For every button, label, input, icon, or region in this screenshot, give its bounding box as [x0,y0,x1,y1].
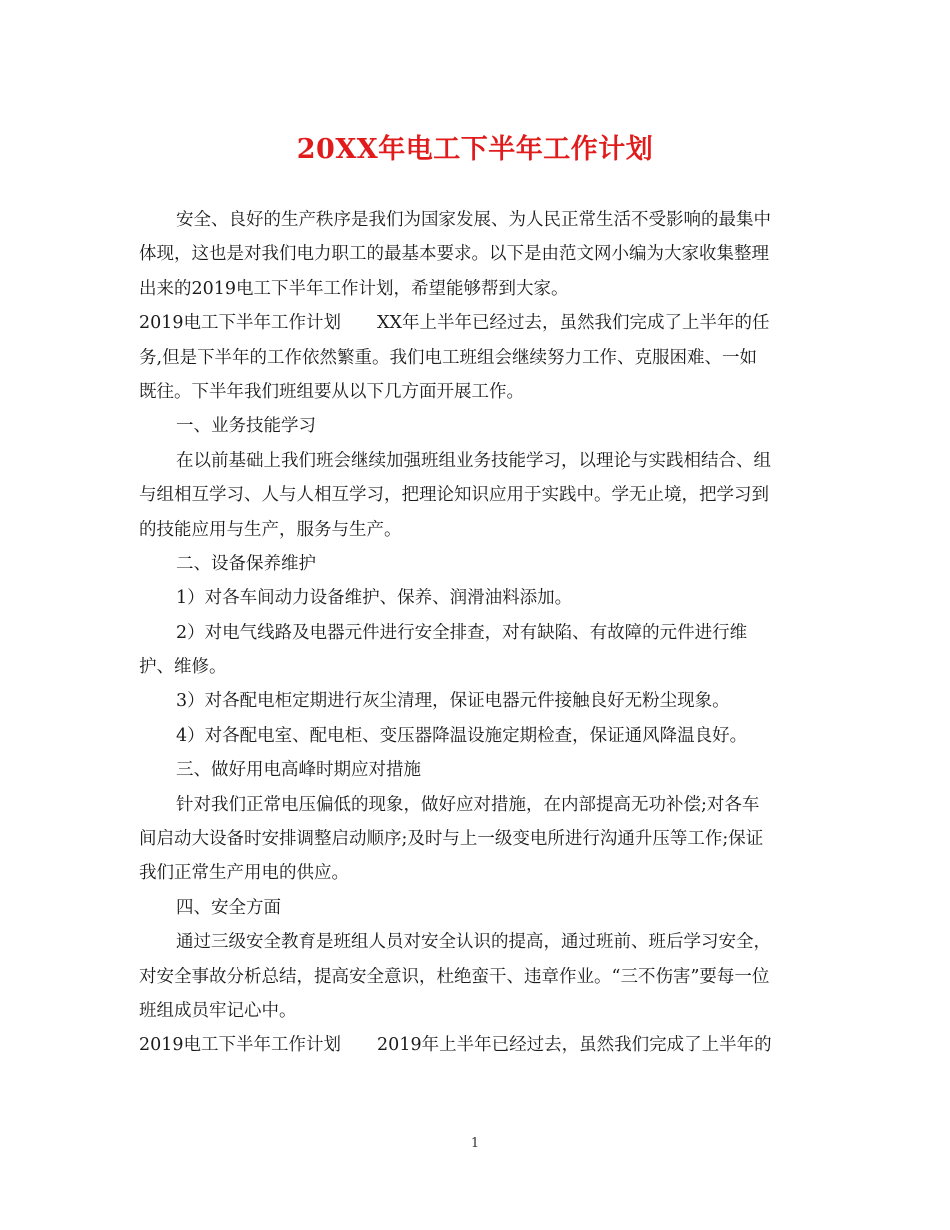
page-number: 1 [470,1136,480,1151]
document-body [139,203,819,1063]
paragraph-line: 护、维修。 [139,657,227,678]
section-label: 2019电工下半年工作计划 [139,1035,342,1056]
paragraph-text: XX年上半年已经过去，虽然我们完成了上半年的任 [377,313,770,334]
document-title: 20XX年电工下半年工作计划 [296,134,654,165]
paragraph-line: 体现，这也是对我们电力职工的最基本要求。以下是由范文网小编为大家收集整理 [139,244,769,265]
paragraph-line: 针对我们正常电压偏低的现象，做好应对措施，在内部提高无功补偿;对各车 [176,794,760,815]
paragraph-line: 的技能应用与生产，服务与生产。 [139,519,402,540]
paragraph-line: 对安全事故分析总结，提高安全意识，杜绝蛮干、违章作业。“三不伤害”要每一位 [139,966,770,987]
paragraph-line: 既往。下半年我们班组要从以下几方面开展工作。 [139,381,524,402]
paragraph-line [139,1028,819,1062]
paragraph-line [139,306,819,340]
list-item: 4）对各配电室、配电柜、变压器降温设施定期检查，保证通风降温良好。 [176,725,748,746]
section-heading: 一、业务技能学习 [176,416,316,437]
paragraph-line: 通过三级安全教育是班组人员对安全认识的提高，通过班前、班后学习安全， [176,932,771,953]
paragraph-line: 我们正常生产用电的供应。 [139,863,349,884]
paragraph-line: 与组相互学习、人与人相互学习，把理论知识应用于实践中。学无止境，把学习到 [139,485,769,506]
paragraph-line: 安全、良好的生产秩序是我们为国家发展、为人民正常生活不受影响的最集中 [176,210,771,230]
section-heading: 四、安全方面 [176,897,281,918]
section-heading: 二、设备保养维护 [176,553,316,574]
paragraph-line: 务,但是下半年的工作依然繁重。我们电工班组会继续努力工作、克服困难、一如 [139,347,758,368]
list-item: 2）对电气线路及电器元件进行安全排查，对有缺陷、有故障的元件进行维 [176,622,748,643]
paragraph-line: 间启动大设备时安排调整启动顺序;及时与上一级变电所进行沟通升压等工作;保证 [139,829,764,850]
paragraph-text: 2019年上半年已经过去，虽然我们完成了上半年的 [377,1035,772,1056]
paragraph-line: 在以前基础上我们班会继续加强班组业务技能学习，以理论与实践相结合、组 [176,450,771,471]
section-heading: 三、做好用电高峰时期应对措施 [176,760,421,781]
paragraph-line: 出来的2019电工下半年工作计划，希望能够帮到大家。 [139,278,569,299]
paragraph-line: 班组成员牢记心中。 [139,1000,297,1021]
section-label: 2019电工下半年工作计划 [139,313,342,334]
list-item: 3）对各配电柜定期进行灰尘清理，保证电器元件接触良好无粉尘现象。 [176,691,730,712]
list-item: 1）对各车间动力设备维护、保养、润滑油料添加。 [176,588,573,609]
